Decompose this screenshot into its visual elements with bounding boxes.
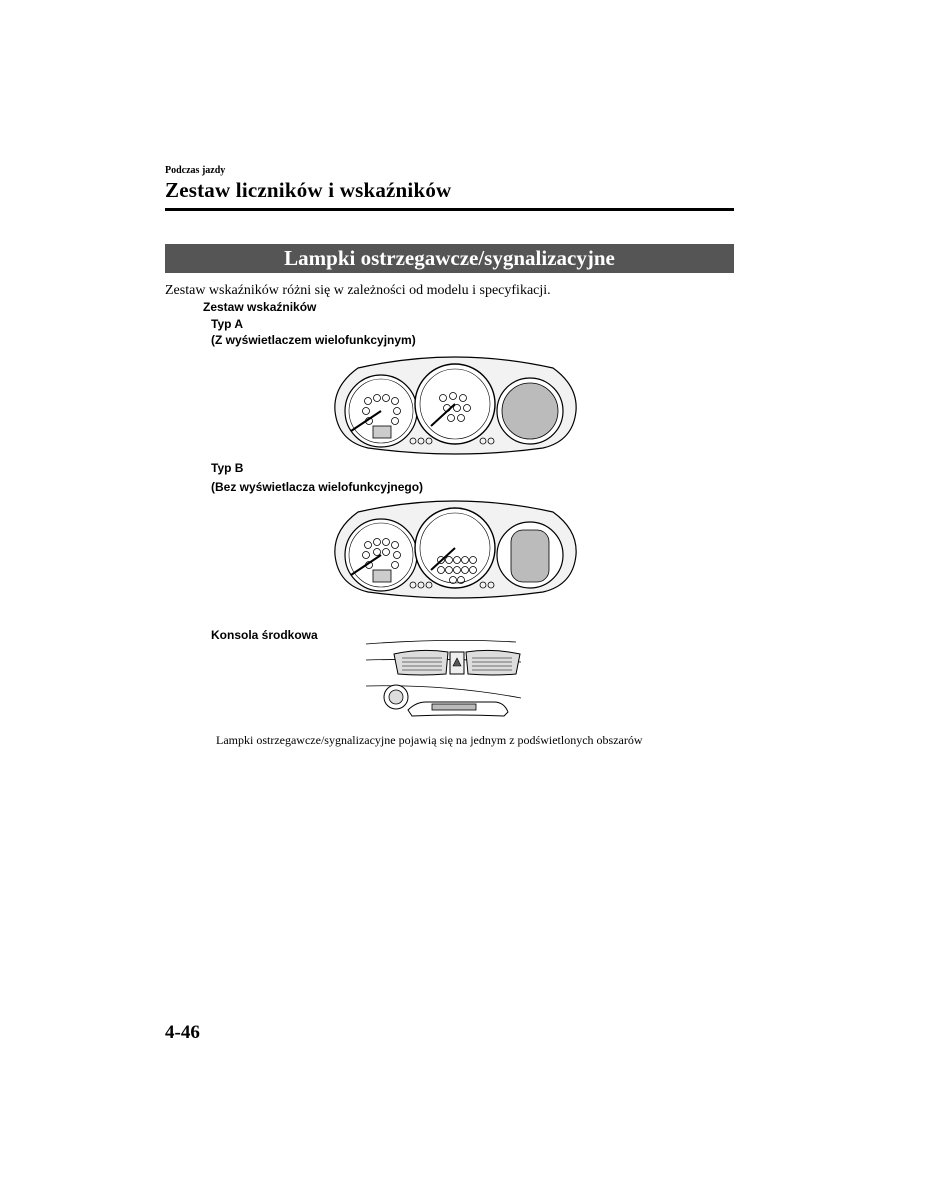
type-b-description: (Bez wyświetlacza wielofunkcyjnego) bbox=[211, 480, 424, 494]
title-rule bbox=[165, 208, 734, 211]
type-a-label: Typ A bbox=[211, 317, 243, 331]
center-console-illustration bbox=[366, 640, 521, 720]
cluster-type-a-illustration bbox=[333, 356, 578, 456]
intro-text: Zestaw wskaźników różni się w zależności od modelu i specyfikacji. bbox=[165, 283, 551, 298]
section-label: Podczas jazdy bbox=[165, 165, 226, 176]
page-number: 4-46 bbox=[165, 1022, 200, 1043]
type-a-description: (Z wyświetlaczem wielofunkcyjnym) bbox=[211, 333, 416, 347]
gauge-heading: Zestaw wskaźników bbox=[203, 300, 317, 314]
page-title: Zestaw liczników i wskaźników bbox=[165, 178, 452, 202]
figure-caption: Lampki ostrzegawcze/sygnalizacyjne pojawią się na jednym z podświetlonych obszarów bbox=[216, 733, 643, 747]
cluster-type-b-illustration bbox=[333, 500, 578, 600]
section-banner: Lampki ostrzegawcze/sygnalizacyjne bbox=[165, 244, 734, 273]
type-b-label: Typ B bbox=[211, 461, 244, 475]
console-label: Konsola środkowa bbox=[211, 628, 318, 642]
